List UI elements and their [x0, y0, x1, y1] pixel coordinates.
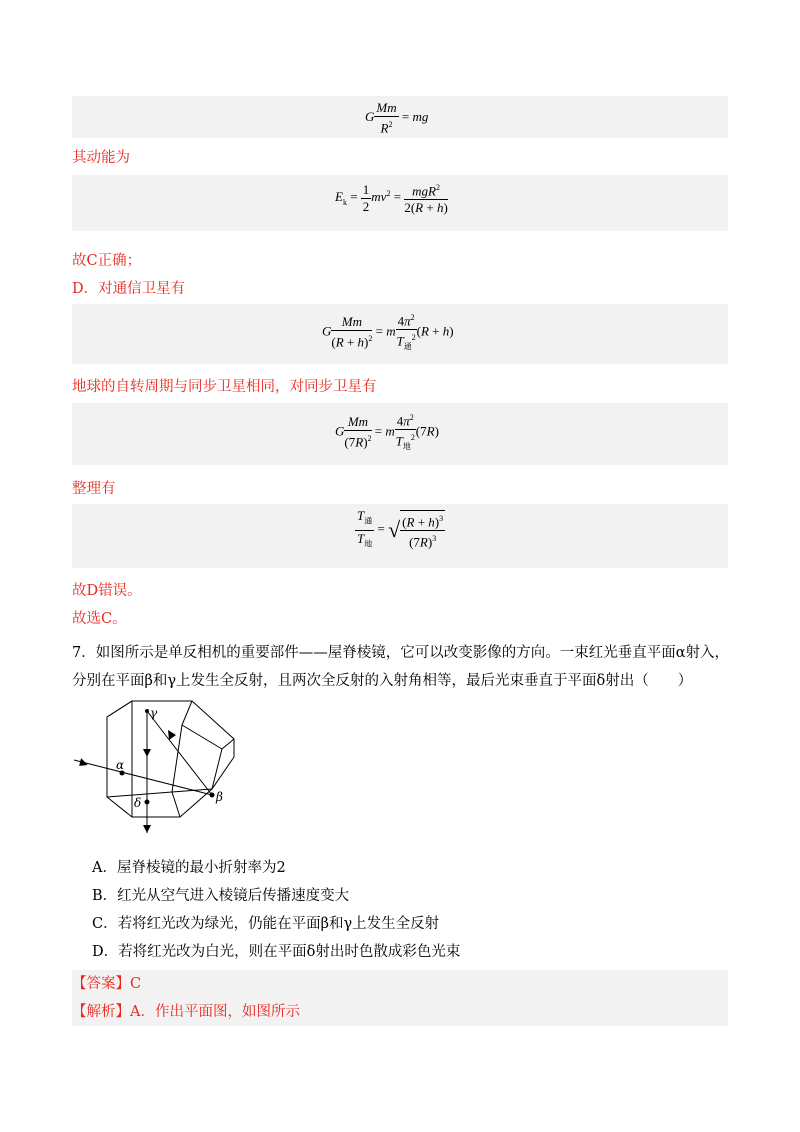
label-gamma: γ: [150, 706, 158, 720]
c-correct-text: 故C正确；: [72, 253, 142, 269]
earth-rotation-text: 地球的自转周期与同步卫星相同，对同步卫星有: [72, 379, 377, 395]
label-delta: δ: [134, 796, 142, 810]
formula-period-ratio: $\frac{T_通}{T_地}$ = √ $\frac{(R + h)^3}{(7R)^3}$: [357, 508, 444, 550]
d-wrong-text: 故D错误。: [72, 583, 142, 599]
answer-line: [72, 970, 728, 998]
label-beta: β: [216, 790, 223, 804]
formula-sync-satellite: G $\frac{Mm}{(7R)^2}$ = m $\frac{4\pi^2}{T_地^2}$ (7R): [335, 410, 439, 455]
option-c: C．若将红光改为绿光，仍能在平面β和γ上发生全反射: [92, 916, 440, 932]
question-7-line-2: 分别在平面β和γ上发生全反射，且两次全反射的入射角相等，最后光束垂直于平面δ射出（ ）: [72, 673, 693, 689]
label-alpha: α: [116, 758, 125, 772]
formula-kinetic-energy: $E_k$ = $\frac{1}{2}$ $mv^2$ = $\frac{mgR^2}{2(R + h)}$: [335, 181, 448, 216]
answer-tag: 【答案】: [72, 976, 130, 992]
option-b: B．红光从空气进入棱镜后传播速度变大: [92, 888, 350, 904]
formula-comm-satellite: G $\frac{Mm}{(R + h)^2}$ = m $\frac{4\pi^2}{T_通^2}$ (R + h): [322, 310, 454, 355]
analysis-tag: 【解析】: [72, 1004, 130, 1020]
question-7-line-1: 7．如图所示是单反相机的重要部件——屋脊棱镜，它可以改变影像的方向。一束红光垂直平面α射入，: [72, 645, 730, 661]
option-a: A．屋脊棱镜的最小折射率为2: [92, 860, 286, 876]
answer-value: C: [130, 976, 142, 992]
option-d: D．若将红光改为白光，则在平面δ射出时色散成彩色光束: [92, 944, 461, 960]
rearrange-text: 整理有: [72, 481, 116, 497]
d-intro-text: D．对通信卫星有: [72, 281, 186, 297]
kinetic-intro-text: 其动能为: [72, 150, 130, 166]
analysis-line: [72, 998, 728, 1026]
roof-prism-figure: [72, 697, 242, 837]
analysis-text: A．作出平面图，如图所示: [130, 1004, 300, 1020]
choose-text: 故选C。: [72, 611, 127, 627]
formula-gravity-surface: G $\frac{Mm}{R^2}$ = mg: [365, 100, 429, 136]
